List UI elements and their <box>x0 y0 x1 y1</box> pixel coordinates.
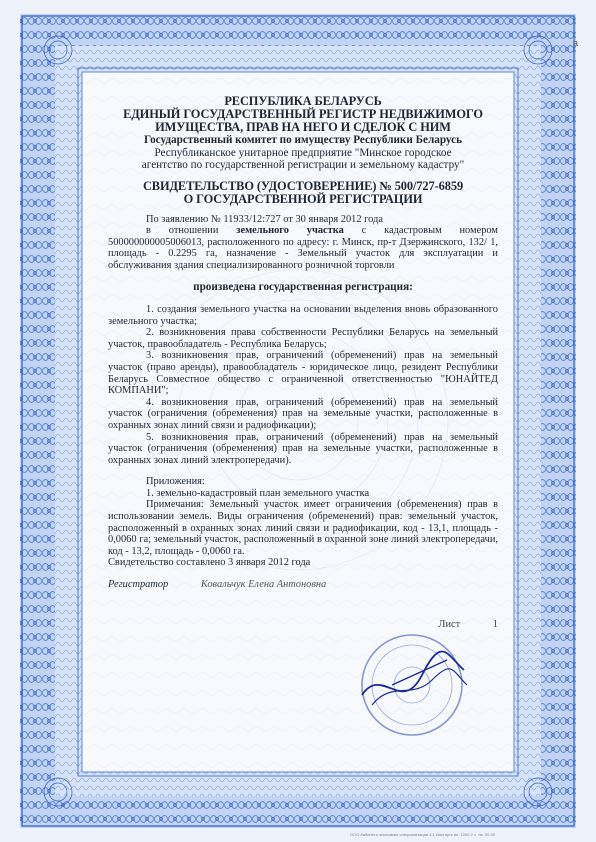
attachments-title: Приложения: <box>146 476 205 488</box>
header-register-2: ИМУЩЕСТВА, ПРАВ НА НЕГО И СДЕЛОК С НИМ <box>155 120 451 134</box>
header-register-1: ЕДИНЫЙ ГОСУДАРСТВЕННЫЙ РЕГИСТР НЕДВИЖИМОГО <box>123 107 483 121</box>
registrar-row <box>108 579 498 591</box>
header-country: РЕСПУБЛИКА БЕЛАРУСЬ <box>224 94 382 108</box>
header-enterprise-1: Республиканское унитарное предприятие "Минское городское <box>154 146 452 159</box>
item-3: 3. возникновения прав, ограничений (обременений) прав на земельный участок (право аренды), правообладатель - юридическое лицо, резидент Республики Беларусь Совместное общество с ограниченной ответственностью "ЮНАЙТЕД КОМПАНИ"; <box>108 350 498 397</box>
certificate-subtitle: О ГОСУДАРСТВЕННОЙ РЕГИСТРАЦИИ <box>183 191 423 206</box>
item-1: 1. создания земельного участка на основании выделения вновь образованного земельного участка; <box>108 303 498 327</box>
footer-imprint: ООО Кабинета экономики специализации 4.1 Инстиутс.ин. 1000 2 с. тм. 00-00 <box>350 832 496 837</box>
notes-paragraph: Примечания: Земельный участок имеет ограничения (обременения) прав в использовании земель. Виды ограничения (обременений) прав: земельный участок, расположенный в охранных зонах линий связи и радиофикации, код - 13,1, площадь - 0,0060 га; земельный участок, расположенный в охранной зоне линий электропередачи, код - 13,2, площадь - 0,0060 га. <box>108 499 498 557</box>
sheet-label: Лист <box>438 619 461 631</box>
item-4: 4. возникновения прав, ограничений (обременений) прав на земельный участок (ограничения (обременения) прав на земельные участки, расположенные в охранных зонах линий связи и радиофикации); <box>108 396 498 431</box>
header-enterprise-2: агентство по государственной регистрации и земельному кадастру" <box>141 159 465 171</box>
performed-heading: произведена государственная регистрация: <box>193 281 413 294</box>
corner-mark: а <box>573 38 579 48</box>
certificate-title: СВИДЕТЕЛЬСТВО (УДОСТОВЕРЕНИЕ) № 500/727-6859 <box>142 178 464 193</box>
object-paragraph: в отношении земельного участка с кадастровым номером 500000000005006013, расположенного по адресу: г. Минск, пр-т Дзержинского, 132/ 1, площадь - 0.2295 га, назначение - Земельный участок для эксплуатации и обслуживания здания специализированного розничной торговли <box>108 225 499 271</box>
registrar-label: Регистратор <box>108 579 169 591</box>
sheet-value: 1 <box>492 619 498 631</box>
object-type: земельного участка <box>236 225 344 237</box>
attachments-item: 1. земельно-кадастровый план земельного участка <box>146 487 370 499</box>
application-line: По заявлению № 11933/12:727 от 30 января 2012 года <box>146 213 383 225</box>
item-2: 2. возникновения права собственности Республики Беларусь на земельный участок, правообладатель - Республика Беларусь; <box>108 327 498 350</box>
official-stamp <box>352 625 472 745</box>
header-committee: Государственный комитет по имуществу Республики Беларусь <box>143 134 463 146</box>
registrar-name: Ковальчук Елена Антоновна <box>200 579 327 591</box>
issued-line: Свидетельство составлено 3 января 2012 года <box>108 557 311 569</box>
item-5: 5. возникновения прав, ограничений (обременений) прав на земельный участок (ограничения (обременения) прав на земельные участки, расположенные в охранных зонах линий электропередачи). <box>108 431 498 466</box>
